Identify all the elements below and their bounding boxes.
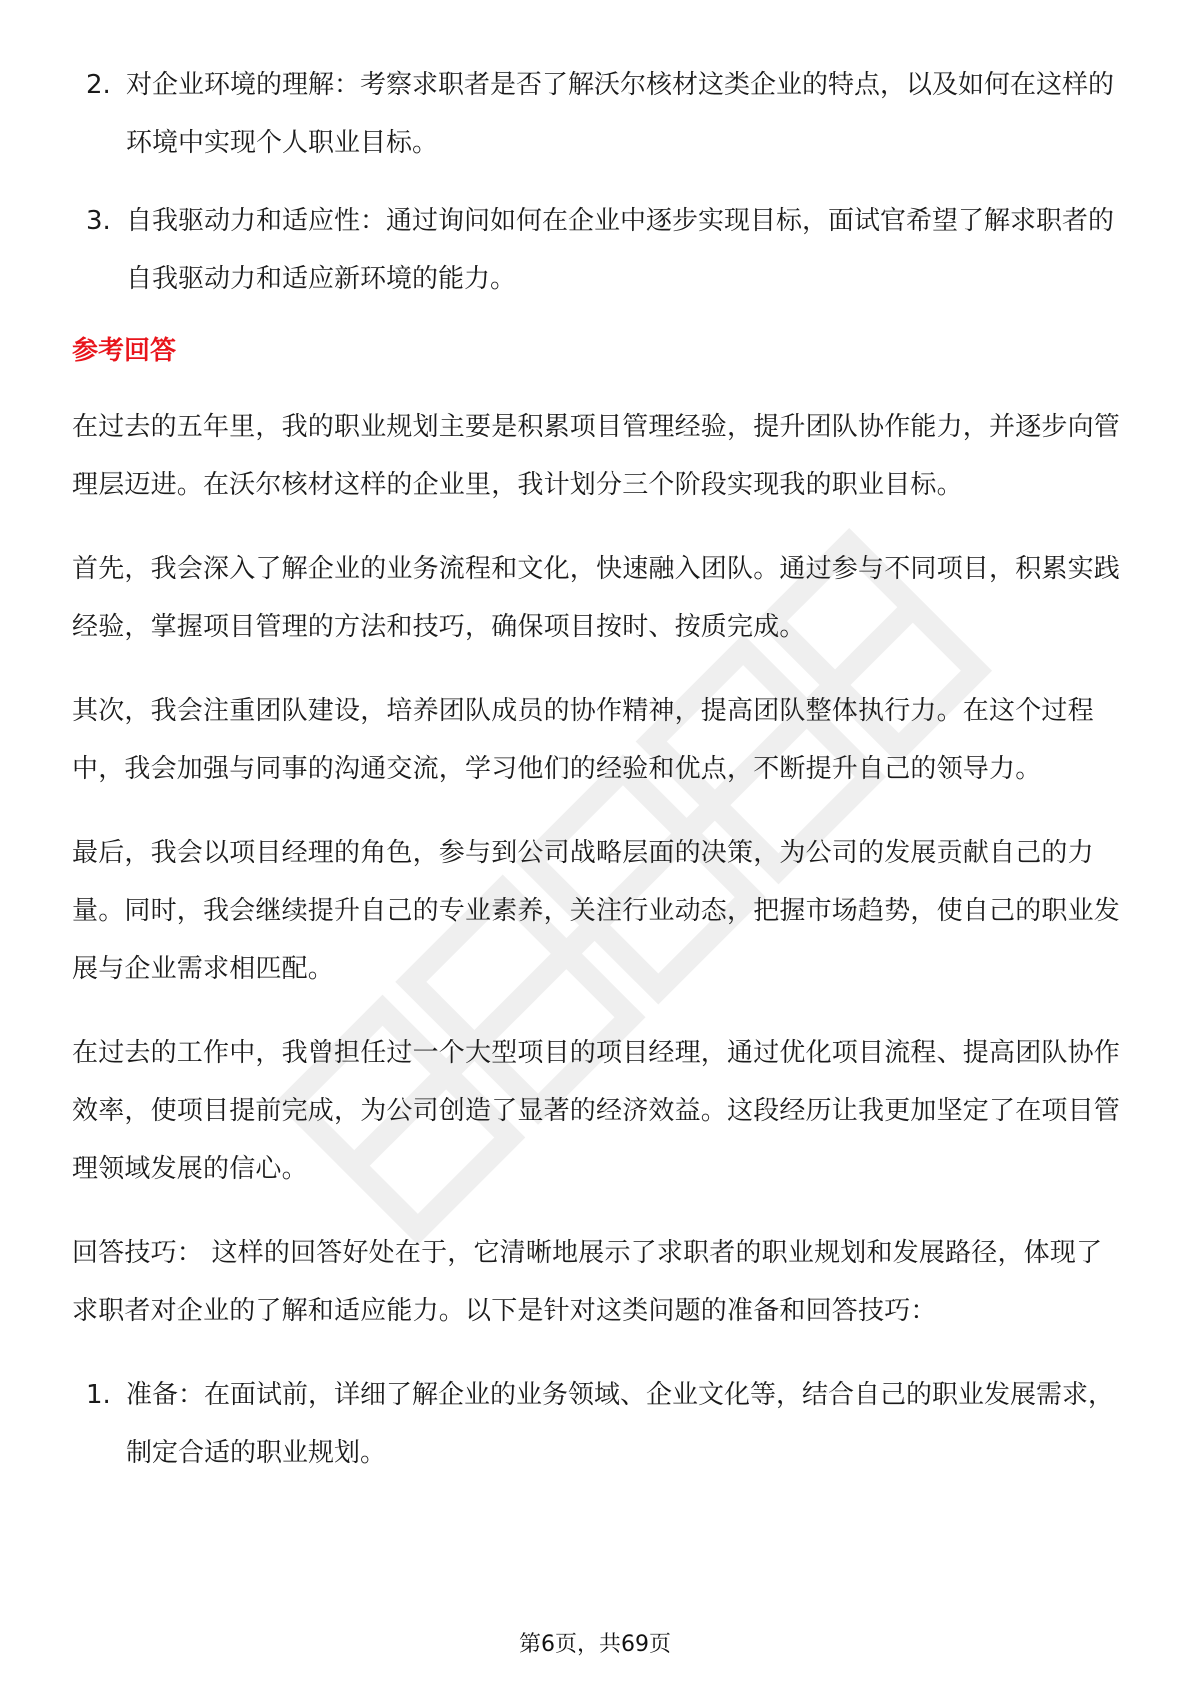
document-body <box>72 56 1120 1482</box>
paragraph: 在过去的工作中，我曾担任过一个大型项目的项目经理，通过优化项目流程、提高团队协作效率，使项目提前完成，为公司创造了显著的经济效益。这段经历让我更加坚定了在项目管理领域发展的信心。 <box>72 1038 1121 1184</box>
section-heading: 参考回答 <box>72 336 177 366</box>
tips-list <box>72 1366 1120 1482</box>
list-number: 1. <box>86 1380 111 1410</box>
list-item-text: 自我驱动力和适应性：通过询问如何在企业中逐步实现目标，面试官希望了解求职者的自我驱动力和适应新环境的能力。 <box>126 206 1115 294</box>
list-item <box>72 56 1120 172</box>
paragraph: 在过去的五年里，我的职业规划主要是积累项目管理经验，提升团队协作能力，并逐步向管理层迈进。在沃尔核材这样的企业里，我计划分三个阶段实现我的职业目标。 <box>72 412 1121 500</box>
page-footer: 第6页，共69页 <box>519 1632 671 1657</box>
list-item-text: 对企业环境的理解：考察求职者是否了解沃尔核材这类企业的特点，以及如何在这样的环境中实现个人职业目标。 <box>126 70 1115 158</box>
list-item <box>72 192 1120 308</box>
points-list <box>72 56 1120 308</box>
list-item-text: 准备：在面试前，详细了解企业的业务领域、企业文化等，结合自己的职业发展需求，制定合适的职业规划。 <box>126 1380 1115 1468</box>
list-item <box>72 1366 1120 1482</box>
paragraph: 最后，我会以项目经理的角色，参与到公司战略层面的决策，为公司的发展贡献自己的力量。同时，我会继续提升自己的专业素养，关注行业动态，把握市场趋势，使自己的职业发展与企业需求相匹配。 <box>72 838 1121 984</box>
answer-tips-paragraph: 回答技巧： 这样的回答好处在于，它清晰地展示了求职者的职业规划和发展路径，体现了求职者对企业的了解和适应能力。以下是针对这类问题的准备和回答技巧： <box>72 1238 1103 1326</box>
paragraph: 首先，我会深入了解企业的业务流程和文化，快速融入团队。通过参与不同项目，积累实践经验，掌握项目管理的方法和技巧，确保项目按时、按质完成。 <box>72 554 1121 642</box>
list-number: 3. <box>86 206 111 236</box>
paragraph: 其次，我会注重团队建设，培养团队成员的协作精神，提高团队整体执行力。在这个过程中，我会加强与同事的沟通交流，学习他们的经验和优点，不断提升自己的领导力。 <box>72 696 1094 784</box>
list-number: 2. <box>86 70 111 100</box>
